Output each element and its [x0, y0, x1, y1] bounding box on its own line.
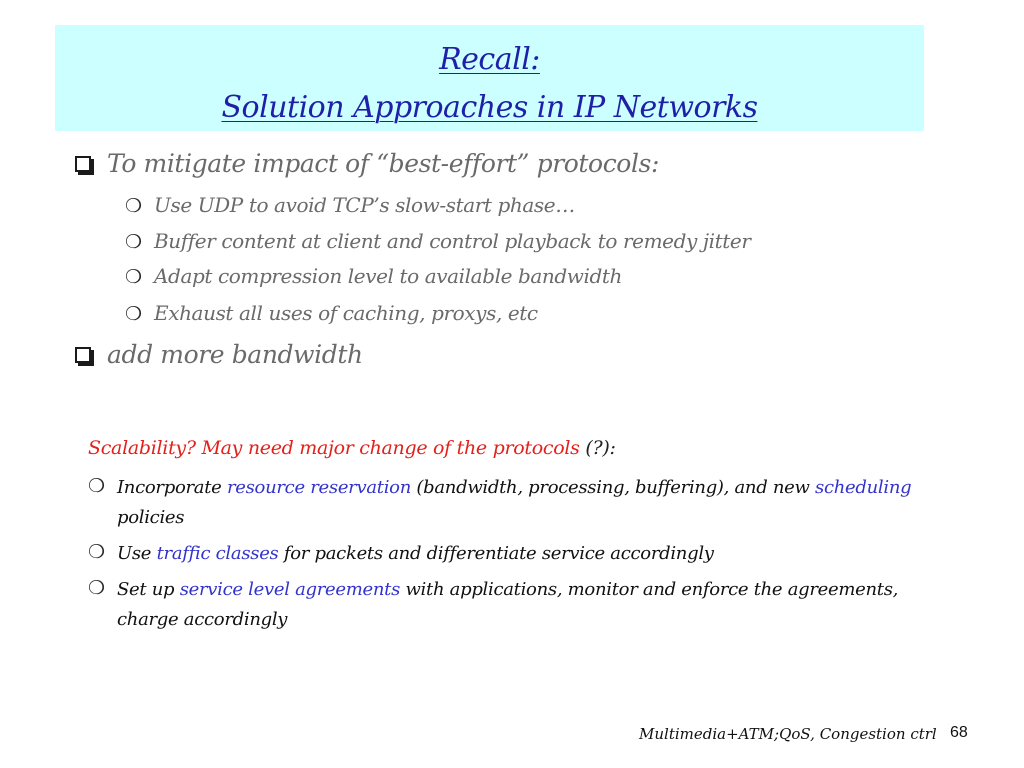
scalability-item-text: Set up service level agreements with applications, monitor and enforce the agreements, charge accordingly	[117, 579, 899, 630]
title-box	[55, 25, 924, 131]
scalability-item-text: Use traffic classes for packets and differentiate service accordingly	[117, 543, 714, 564]
sub-bullet-text: Adapt compression level to available bandwidth	[154, 264, 623, 288]
sub-bullet-text: Exhaust all uses of caching, proxys, etc	[154, 301, 538, 325]
circle-icon: ❍	[125, 231, 143, 253]
scalability-heading	[88, 437, 616, 459]
title-line-1: Recall:	[439, 42, 540, 77]
scalability-item-text: Incorporate resource reservation (bandwidth, processing, buffering), and new scheduling policies	[117, 477, 912, 528]
circle-icon: ❍	[88, 577, 106, 599]
scalability-heading-text: Scalability? May need major change of the protocols	[88, 437, 580, 459]
sub-bullet-item	[125, 193, 575, 217]
bullet-text: add more bandwidth	[107, 340, 363, 369]
sub-bullet-text: Use UDP to avoid TCP’s slow-start phase…	[154, 193, 575, 217]
bullet-item	[75, 149, 659, 178]
scalability-item	[88, 539, 917, 569]
highlight-term: service level agreements	[179, 579, 401, 600]
page-number: 68	[950, 724, 968, 741]
sub-bullet-item	[125, 301, 538, 325]
circle-icon: ❍	[125, 195, 143, 217]
scalability-heading-suffix: (?):	[585, 437, 616, 459]
highlight-term: traffic classes	[156, 543, 279, 564]
sub-bullet-item	[125, 229, 751, 253]
checkbox-icon	[75, 156, 91, 172]
sub-bullet-item	[125, 264, 622, 288]
sub-bullet-text: Buffer content at client and control playback to remedy jitter	[154, 229, 751, 253]
bullet-item	[75, 340, 363, 369]
highlight-term: scheduling	[815, 477, 912, 498]
bullet-text: To mitigate impact of “best-effort” protocols:	[107, 149, 660, 178]
circle-icon: ❍	[88, 475, 106, 497]
circle-icon: ❍	[88, 541, 106, 563]
circle-icon: ❍	[125, 266, 143, 288]
scalability-item	[88, 575, 917, 635]
footer-text: Multimedia+ATM;QoS, Congestion ctrl	[639, 725, 937, 743]
highlight-term: resource reservation	[226, 477, 411, 498]
scalability-item	[88, 473, 917, 533]
checkbox-icon	[75, 347, 91, 363]
title-line-2: Solution Approaches in IP Networks	[221, 90, 758, 125]
circle-icon: ❍	[125, 303, 143, 325]
